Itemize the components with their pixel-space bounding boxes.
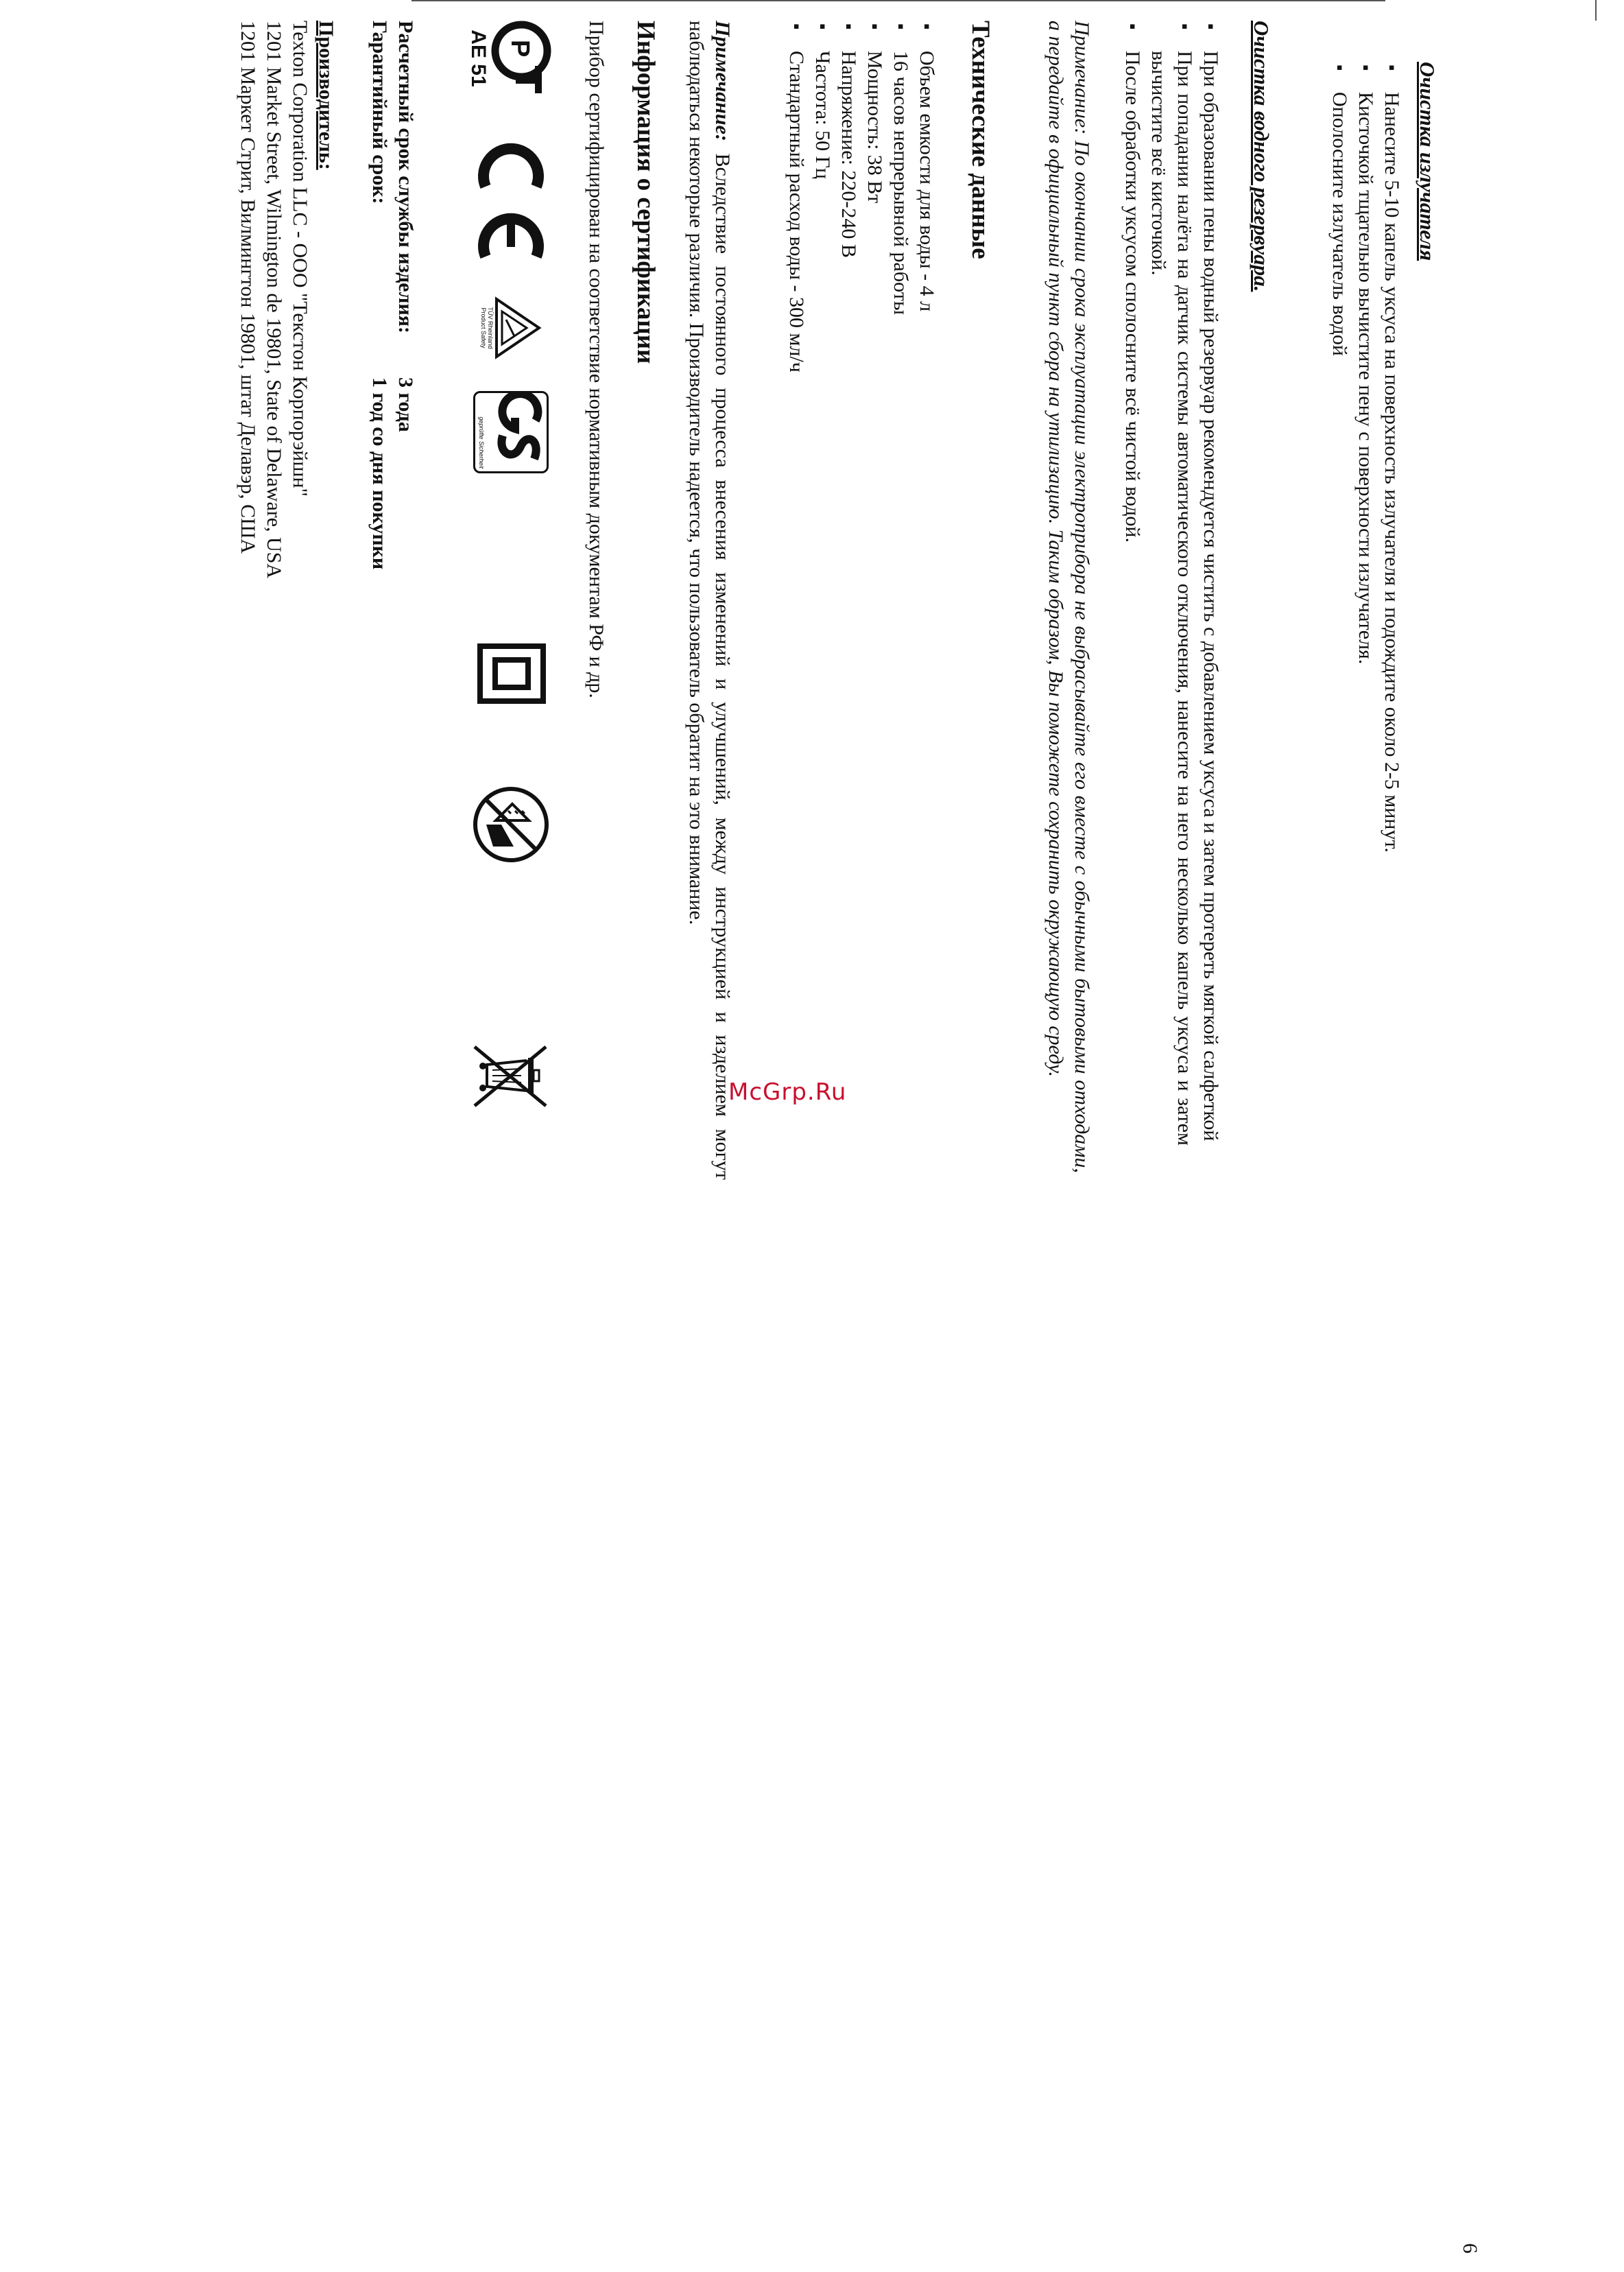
- service-life-label: Расчетный срок службы изделия:: [394, 21, 417, 333]
- watermark: McGrp.Ru: [728, 1078, 847, 1106]
- no-water-icon: [470, 783, 552, 866]
- certification-logos: [459, 21, 562, 2175]
- change-note-label: Примечание:: [711, 21, 734, 141]
- page-number: 6: [1459, 2243, 1481, 2253]
- list-item: ▪ Нанесите 5-10 капель уксуса на поверхность излучателя и подождите около 2-5 минут.: [1378, 62, 1405, 2175]
- rst-mark: [468, 21, 554, 96]
- certification-heading: Информация о сертификации: [632, 21, 660, 364]
- list-item: ▪ После обработки уксусом сполосните всё чистой водой.: [1119, 21, 1145, 1146]
- gs-mark-icon: [490, 393, 545, 471]
- service-warranty: [366, 21, 418, 2175]
- emitter-cleaning-heading: Очистка излучателя: [1416, 62, 1440, 261]
- manufacturer-line: 1201 Маркет Стрит, Вилмингтон 19801, штат Делавэр, США: [237, 21, 259, 554]
- scan-border-right: [1595, 0, 1597, 21]
- gs-mark: [473, 391, 549, 473]
- warranty-label: Гарантийный срок:: [368, 21, 391, 204]
- list-item: ▪ При образовании пены водный резервуар рекомендуется чистить с добавлением уксуса и затем протереть мягкой салфеткой: [1197, 21, 1223, 1146]
- manufacturer-heading: Производитель:: [315, 21, 337, 170]
- manufacturer-line: 1201 Market Street, Wilmington de 19801, State of Delaware, USA: [263, 21, 285, 579]
- tank-cleaning-list: [1119, 21, 1223, 1146]
- tank-cleaning-section: [1119, 21, 1274, 1146]
- list-item: ▪ Кисточкой тщательно вычистите пену с поверхности излучателя.: [1352, 62, 1378, 2175]
- ce-mark: [473, 128, 549, 265]
- change-note: [683, 21, 735, 1180]
- gs-small-text: geprüfte Sicherheit: [478, 416, 485, 469]
- list-item: ▪ Объем емкости для воды - 4 л: [914, 21, 940, 2175]
- double-insulation-icon: [473, 622, 549, 724]
- list-item: ▪ Стандартный расход воды - 300 мл/ч: [783, 21, 809, 2175]
- rst-mark-icon: [488, 21, 554, 96]
- list-item: ▪ Ополосните излучатель водой: [1326, 62, 1352, 2175]
- warranty-value: 1 год со дня покупки: [368, 377, 391, 570]
- scan-border-top: [411, 0, 1385, 1]
- tank-cleaning-heading: Очистка водного резервуара.: [1250, 21, 1274, 292]
- list-item: ▪ Мощность: 38 Вт: [861, 21, 887, 2175]
- tech-data-heading: Технические данные: [966, 21, 994, 259]
- crossed-bin-icon: [466, 1034, 556, 1117]
- service-life-value: 3 года: [394, 377, 417, 432]
- list-item: ▪ При попадании налёта на датчик системы автоматического отключения, нанесите на него несколько капель уксуса и затем вычистите всё кисточкой.: [1145, 21, 1197, 1146]
- certification-section: [459, 21, 658, 2175]
- change-note-text: Вследствие постоянного процесса внесения изменений и улучшений, между инструкцией и изделием могут наблюдаться некоторые различия. Производитель надеется, что пользователь обратит на это внимание.: [685, 21, 734, 1181]
- svg-text:P: P: [505, 40, 534, 58]
- disposal-note: Примечание: По окончании срока эксплуатации электроприбора не выбрасывайте его вместе с обычными бытовыми отходами, а передайте в официальный пункт сбора на утилизацию. Таким образом, Вы поможете сохранить окружающую среду.: [1044, 21, 1093, 1173]
- list-item: ▪ Частота: 50 Гц: [809, 21, 835, 2175]
- certification-text: Прибор сертифицирован на соответствие нормативным документам РФ и др.: [585, 21, 608, 698]
- tuv-triangle-mark: [494, 296, 542, 359]
- tuv-mark: [480, 296, 542, 359]
- list-item: ▪ Напряжение: 220-240 В: [835, 21, 861, 2175]
- rst-code: АЕ 51: [467, 29, 490, 87]
- manufacturer-line: Texton Corporation LLC - ООО "Текстон Корпорэйшн": [289, 21, 311, 497]
- manufacturer-section: [235, 21, 339, 2175]
- emitter-cleaning-list: [1326, 62, 1405, 2175]
- tuv-text: TÜV Rheinland Product Safety: [480, 307, 494, 349]
- emitter-cleaning-section: [1326, 62, 1440, 2175]
- list-item: ▪ 16 часов непрерывной работы: [887, 21, 914, 2175]
